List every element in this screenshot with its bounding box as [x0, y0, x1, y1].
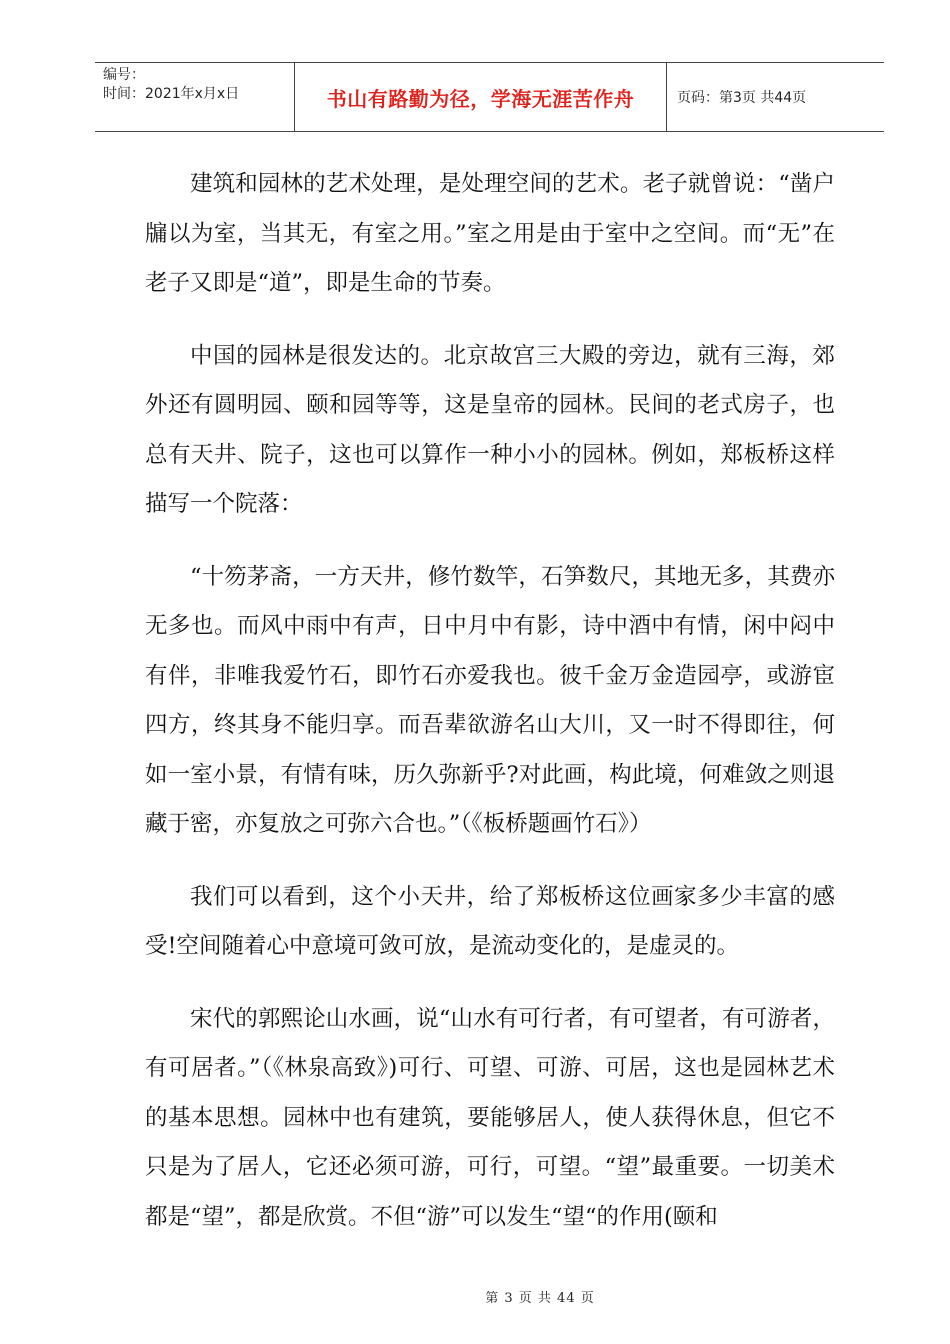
- paragraph: 我们可以看到，这个小天井，给了郑板桥这位画家多少丰富的感受!空间随着心中意境可敛可放，是流动变化的，是虚灵的。: [145, 883, 835, 959]
- document-number-label: 编号：: [103, 67, 145, 83]
- paragraph: 宋代的郭熙论山水画，说“山水有可行者，有可望者，有可游者，有可居者。”（《林泉高致》)可行、可望、可游、可居，这也是园林艺术的基本思想。园林中也有建筑，要能够居人，使人获得休息，但它不只是为了居人，它还必须可游，可行，可望。“望”最重要。一切美术都是“望”，都是欣赏。不但“游”可以发生“望“的作用(颐和: [145, 1005, 835, 1230]
- page-footer: 第 3 页 共 44 页: [485, 1291, 595, 1306]
- paragraph: “十笏茅斋，一方天井，修竹数竿，石笋数尺，其地无多，其费亦无多也。而风中雨中有声，日中月中有影，诗中酒中有情，闲中闷中有伴，非唯我爱竹石，即竹石亦爱我也。彼千金万金造园亭，或游宦四方，终其身不能归享。而吾辈欲游名山大川，又一时不得即往，何如一室小景，有情有味，历久弥新乎?对此画，构此境，何难敛之则退藏于密，亦复放之可弥六合也。”（《板桥题画竹石》）: [145, 563, 835, 837]
- page-header: [95, 62, 884, 132]
- paragraph: 中国的园林是很发达的。北京故宫三大殿的旁边，就有三海，郊外还有圆明园、颐和园等等，这是皇帝的园林。民间的老式房子，也总有天井、院子，这也可以算作一种小小的园林。例如，郑板桥这样描写一个院落：: [145, 342, 835, 517]
- document-body: [145, 160, 835, 1265]
- header-motto: 书山有路勤为径，学海无涯苦作舟: [295, 63, 667, 131]
- document-time-label: 时间：2021年x月x日: [103, 86, 240, 102]
- header-page-number: 页码：第3页 共44页: [677, 90, 807, 106]
- paragraph: 建筑和园林的艺术处理，是处理空间的艺术。老子就曾说：“凿户牖以为室，当其无，有室之用。”室之用是由于室中之空间。而“无”在老子又即是“道”，即是生命的节奏。: [145, 171, 835, 296]
- header-meta: [95, 63, 295, 131]
